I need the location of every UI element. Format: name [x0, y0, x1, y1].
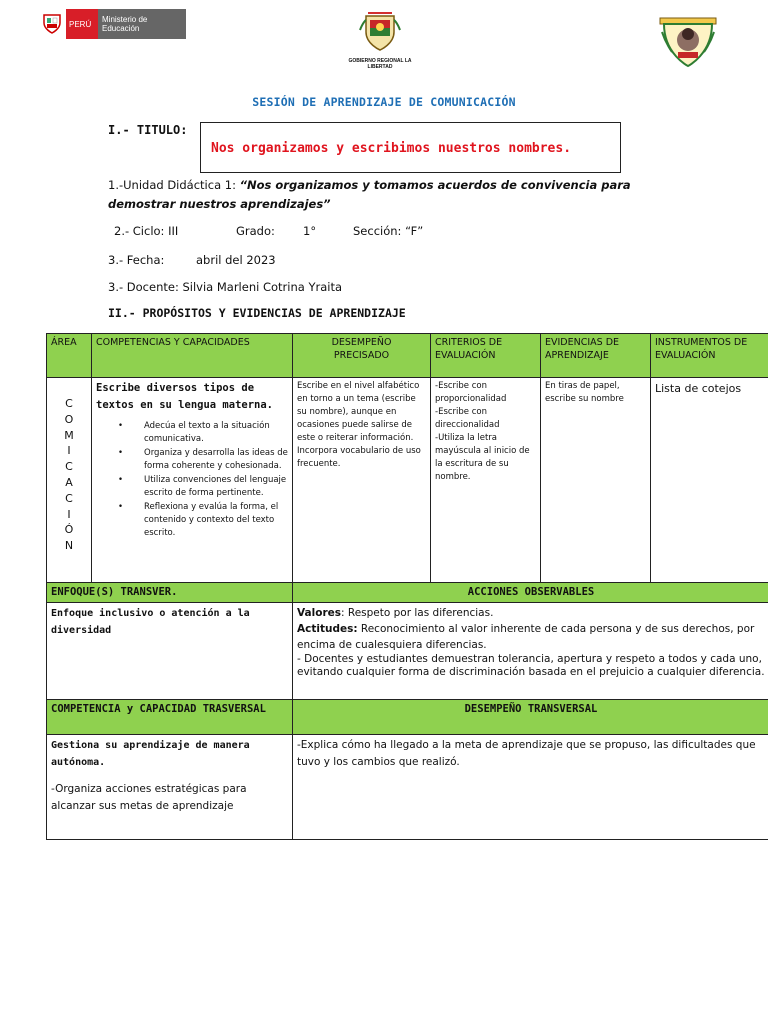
comp-trans: Gestiona su aprendizaje de manera autónoma. [51, 740, 250, 768]
minedu-logo [38, 9, 186, 39]
titulo-box [200, 122, 621, 173]
gob-text: GOBIERNO REGIONAL LA LIBERTAD [348, 58, 412, 70]
desempeno-trans-header: DESEMPEÑO TRANSVERSAL [293, 700, 768, 735]
fecha-label: 3.- Fecha: [108, 253, 165, 267]
regional-shield-icon [358, 10, 402, 54]
section-2-title: II.- PROPÓSITOS Y EVIDENCIAS DE APRENDIZAJE [108, 306, 406, 320]
header-criterios: CRITERIOS DE EVALUACIÓN [431, 334, 541, 378]
peru-shield-icon [38, 9, 66, 39]
capacidades-list [96, 420, 288, 540]
area-letter: N [64, 539, 74, 553]
enfoque-header: ENFOQUE(S) TRANSVER. [47, 583, 293, 603]
actitudes-value: Reconocimiento al valor inherente de cada persona y de sus derechos, por encima de cualesquiera diferencias. [297, 623, 755, 651]
area-letter: C [65, 491, 73, 505]
valores-label: Valores [297, 607, 341, 619]
area-letter: M [64, 428, 74, 442]
unidad-label: 1.-Unidad Didáctica 1: [108, 178, 236, 192]
grado-label: Grado: [236, 224, 275, 238]
ciclo-label: 2.- Ciclo: III [114, 224, 179, 238]
docentes-line: - Docentes y estudiantes demuestran tolerancia, apertura y respeto a todos y cada uno, evitando cualquier forma de discriminación basada en el prejuicio a cualquier diferencia. [297, 653, 765, 678]
area-letter: C [65, 460, 73, 474]
unidad-value-2: demostrar nuestros aprendizajes” [108, 197, 331, 211]
valores-line [297, 605, 765, 621]
enfoque-cell: Enfoque inclusivo o atención a la diversidad [47, 603, 293, 700]
ministry-label: Ministerio de Educación [98, 9, 186, 39]
titulo-label: I.- TITULO: [108, 123, 188, 137]
area-letter: I [67, 444, 71, 458]
area-letter: C [65, 397, 73, 410]
peru-label: PERÚ [66, 9, 98, 39]
comp-trans-cell [47, 735, 293, 840]
seccion-label: Sección: “F” [353, 224, 424, 238]
criterios-cell [431, 378, 541, 583]
fecha-value: abril del 2023 [196, 253, 276, 267]
header-competencias: COMPETENCIAS Y CAPACIDADES [92, 334, 293, 378]
area-letter: A [65, 475, 73, 489]
competencias-cell [92, 378, 293, 583]
header-desempeno: DESEMPEÑO PRECISADO [293, 334, 431, 378]
actitudes-line [297, 621, 765, 653]
desempeno-cell: Escribe en el nivel alfabético en torno a un tema (escribe su nombre), aunque en ocasiones puede salirse de este o reiterar información. Incorpora vocabulario de uso frecuente. [293, 378, 431, 583]
desempeno-trans-cell: -Explica cómo ha llegado a la meta de aprendizaje que se propuso, las dificultades que tuvo y los cambios que realizó. [293, 735, 768, 840]
competencia-title: Escribe diversos tipos de textos en su lengua materna. [96, 382, 274, 411]
list-item: • Organiza y desarrolla las ideas de forma coherente y cohesionada. [96, 447, 288, 473]
page-title: SESIÓN DE APRENDIZAJE DE COMUNICACIÓN [252, 95, 516, 109]
unidad-value-1: “Nos organizamos y tomamos acuerdos de convivencia para [239, 178, 631, 192]
evidencias-cell: En tiras de papel, escribe su nombre [541, 378, 651, 583]
actitudes-label: Actitudes: [297, 623, 358, 635]
instrumento-cell: Lista de cotejos [651, 378, 768, 583]
area-letter: Ó [64, 523, 74, 537]
header-evidencias: EVIDENCIAS DE APRENDIZAJE [541, 334, 651, 378]
titulo-value: Nos organizamos y escribimos nuestros nombres. [211, 141, 572, 156]
area-letter: O [64, 412, 74, 426]
area-letter: I [67, 507, 71, 521]
valores-value: : Respeto por las diferencias. [341, 607, 494, 619]
header-instrumento: INSTRUMENTOS DE EVALUACIÓN [651, 334, 768, 378]
list-item: • Reflexiona y evalúa la forma, el contenido y contexto del texto escrito. [96, 501, 288, 540]
criterio-item: -Utiliza la letra mayúscula al inicio de la escritura de su nombre. [435, 433, 530, 482]
school-logo [656, 12, 720, 68]
unidad-line [108, 178, 631, 192]
area-vertical [47, 378, 92, 583]
docente-line: 3.- Docente: Silvia Marleni Cotrina Yraita [108, 280, 343, 294]
cap-trans: -Organiza acciones estratégicas para alcanzar sus metas de aprendizaje [51, 783, 247, 812]
header-area: ÁREA [47, 334, 92, 378]
acciones-cell [293, 603, 768, 700]
criterio-item: -Escribe con direccionalidad [435, 407, 500, 430]
comp-trans-header: COMPETENCIA y CAPACIDAD TRASVERSAL [47, 700, 293, 735]
list-item: • Adecúa el texto a la situación comunicativa. [96, 420, 288, 446]
acciones-header: ACCIONES OBSERVABLES [293, 583, 768, 603]
criterio-item: -Escribe con proporcionalidad [435, 381, 507, 404]
grado-value: 1° [303, 224, 317, 238]
gobierno-regional-logo [344, 10, 416, 68]
list-item: • Utiliza convenciones del lenguaje escrito de forma pertinente. [96, 474, 288, 500]
